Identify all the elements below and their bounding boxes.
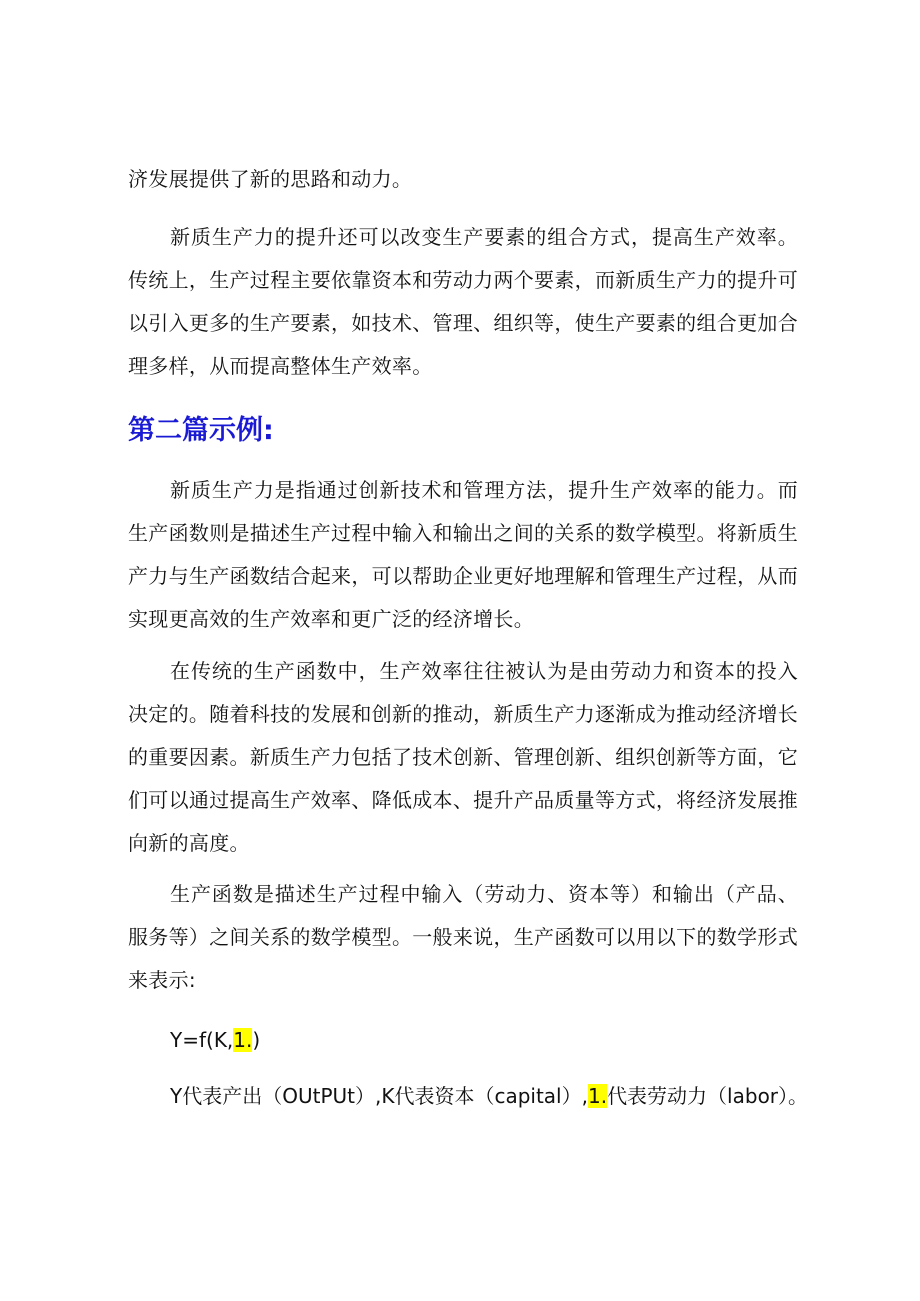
paragraph-production-factors: 新质生产力的提升还可以改变生产要素的组合方式，提高生产效率。传统上，生产过程主要依靠资本和劳动力两个要素，而新质生产力的提升可以引入更多的生产要素，如技术、管理、组织等，使生产要素的组合更加合理多样，从而提高整体生产效率。 bbox=[128, 225, 798, 378]
legend-part-1: Y代表产出（OUtPUt）,K代表资本（capital）, bbox=[170, 1084, 588, 1108]
formula-prefix: Y=f(K, bbox=[170, 1028, 234, 1052]
paragraph-traditional-function: 在传统的生产函数中，生产效率往往被认为是由劳动力和资本的投入决定的。随着科技的发展和创新的推动，新质生产力逐渐成为推动经济增长的重要因素。新质生产力包括了技术创新、管理创新、组织创新等方面，它们可以通过提高生产效率、降低成本、提升产品质量等方式，将经济发展推向新的高度。 bbox=[128, 659, 798, 855]
formula-line bbox=[170, 1019, 260, 1062]
legend-highlight: 1. bbox=[587, 1084, 608, 1108]
paragraph-definition: 新质生产力是指通过创新技术和管理方法，提升生产效率的能力。而生产函数则是描述生产过程中输入和输出之间的关系的数学模型。将新质生产力与生产函数结合起来，可以帮助企业更好地理解和管理生产过程，从而实现更高效的生产效率和更广泛的经济增长。 bbox=[128, 478, 798, 631]
paragraph-production-function: 生产函数是描述生产过程中输入（劳动力、资本等）和输出（产品、服务等）之间关系的数学模型。一般来说，生产函数可以用以下的数学形式来表示: bbox=[128, 882, 798, 992]
formula-suffix: ) bbox=[252, 1028, 261, 1052]
variable-legend-line bbox=[170, 1075, 808, 1118]
formula-highlight: 1. bbox=[233, 1028, 253, 1052]
legend-part-2: 代表劳动力（labor）。 bbox=[607, 1084, 809, 1108]
section-heading: 第二篇示例: bbox=[128, 415, 274, 446]
paragraph-continuation: 济发展提供了新的思路和动力。 bbox=[128, 167, 413, 191]
